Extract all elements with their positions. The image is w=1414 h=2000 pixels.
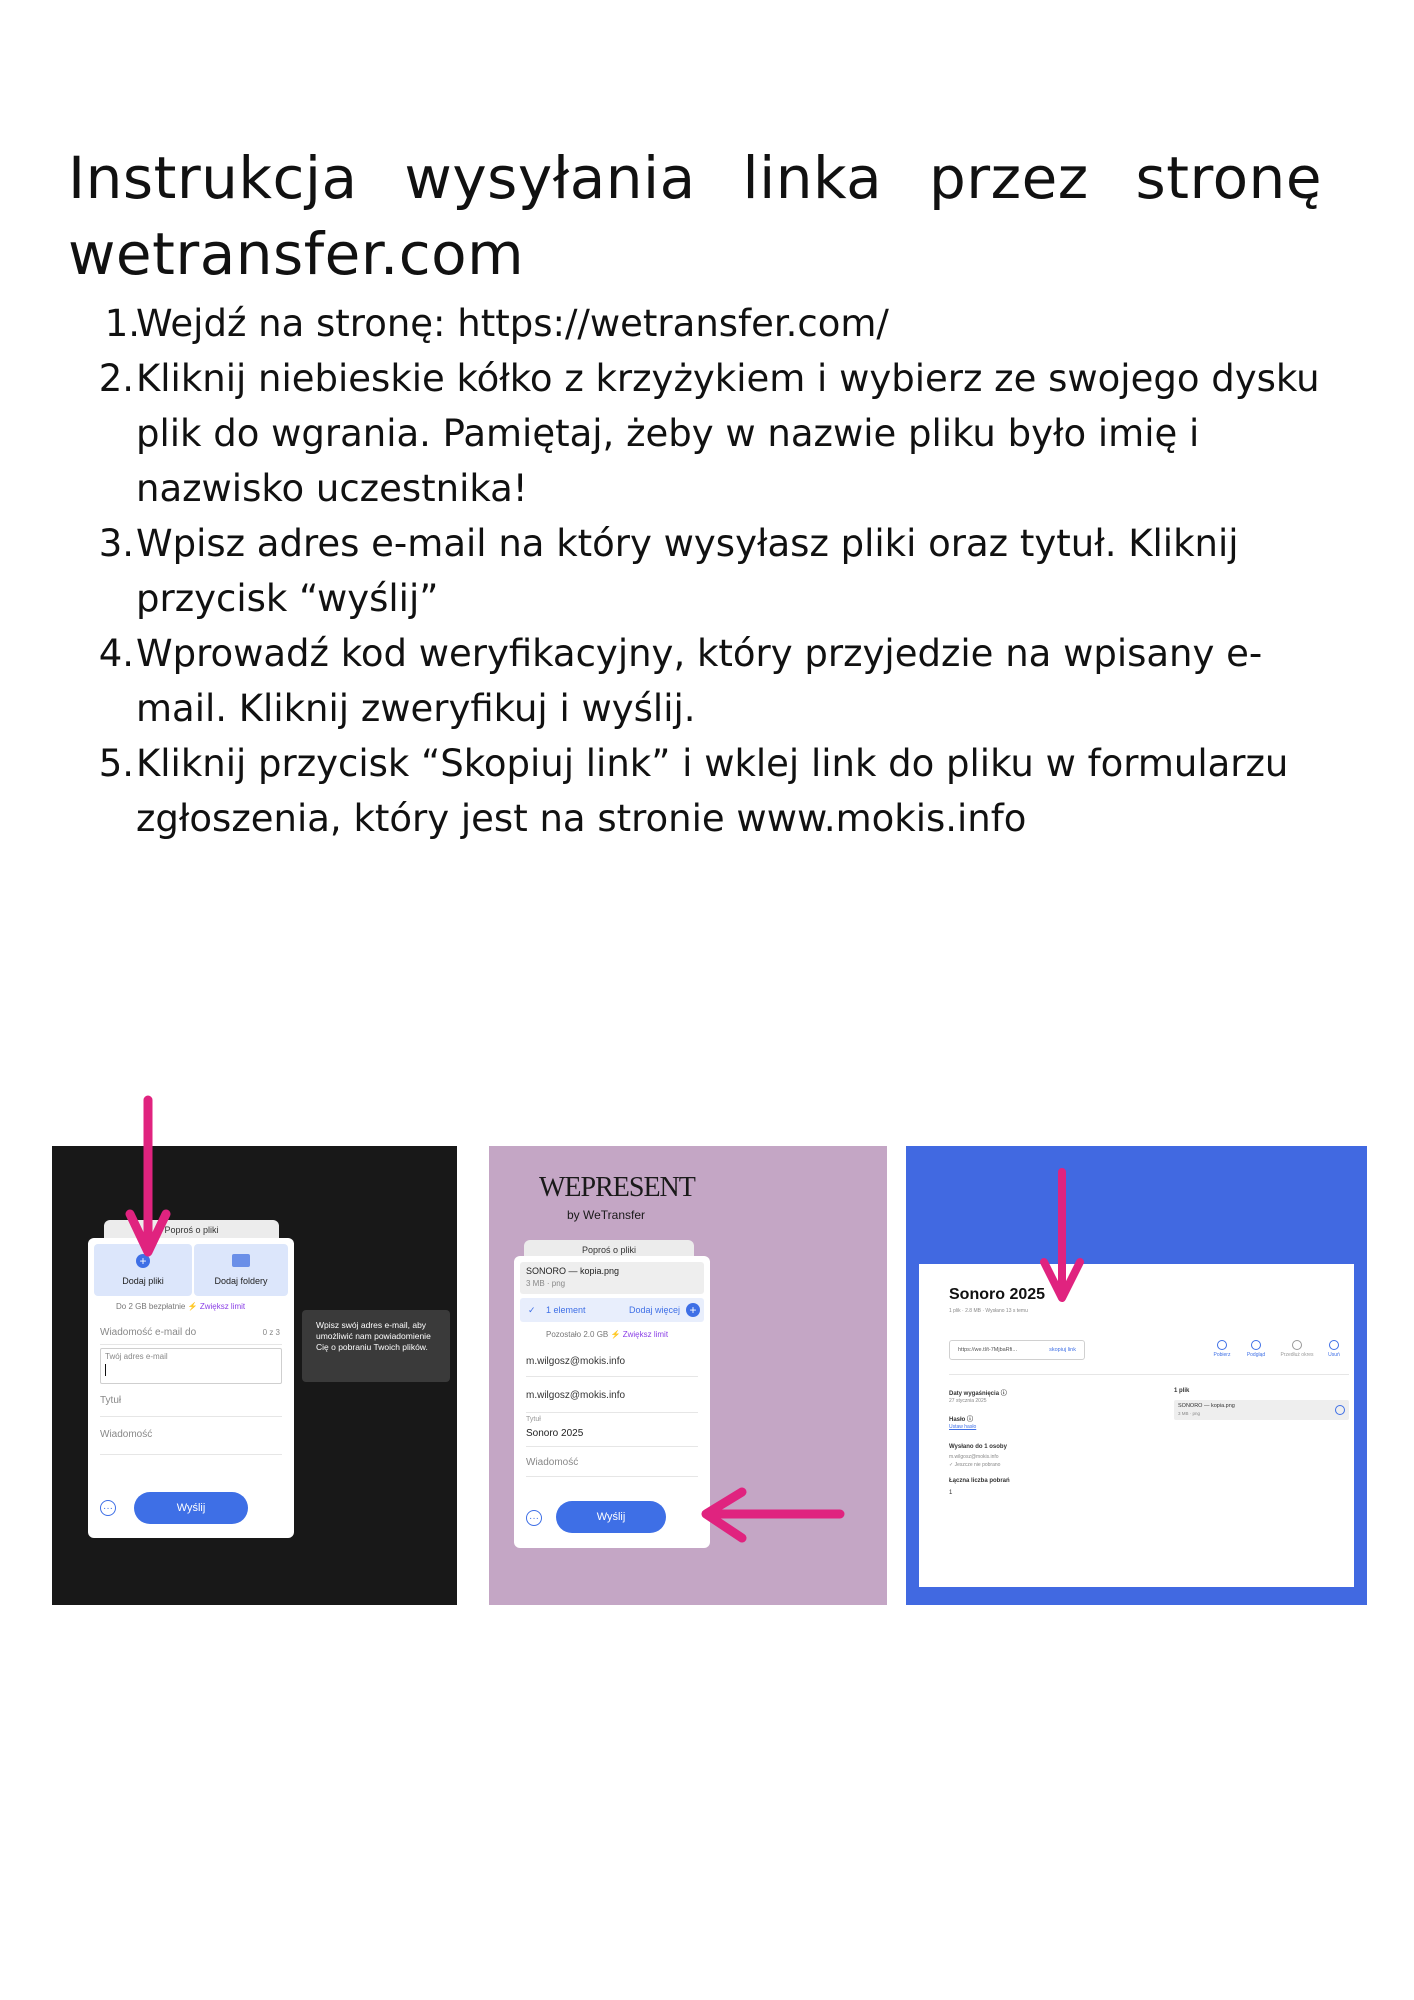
step-text: Wejdź na stronę: https://wetransfer.com/: [136, 302, 889, 345]
add-folders-label: Dodaj foldery: [214, 1276, 268, 1286]
elements-count: 1 element: [546, 1305, 586, 1315]
elements-row: [520, 1298, 704, 1322]
step-number: 5.: [98, 742, 134, 785]
download-action[interactable]: Pobierz: [1209, 1340, 1235, 1358]
email-field-label: Twój adres e-mail: [105, 1352, 168, 1361]
transfer-details: [919, 1264, 1354, 1587]
step-item: [96, 516, 1336, 626]
wepresent-subtitle: by WeTransfer: [567, 1208, 646, 1222]
step-text: Kliknij przycisk “Skopiuj link” i wklej link do pliku w formularzu zgłoszenia, który jest na stronie www.mokis.info: [136, 742, 1289, 840]
arrow-to-send-button: [700, 1482, 850, 1546]
password-label: Hasło ⓘ: [949, 1417, 974, 1423]
expiry-label: Daty wygaśnięcia ⓘ: [949, 1391, 1007, 1397]
copy-link-button[interactable]: skopiuj link: [1049, 1347, 1076, 1353]
transfer-meta: 1 plik · 2.8 MB · Wysłano 13 s temu: [949, 1308, 1028, 1314]
step-item: [96, 626, 1336, 736]
steps-list: [96, 296, 1336, 846]
transfer-title: Sonoro 2025: [949, 1286, 1046, 1303]
link-box: [949, 1340, 1085, 1360]
sender-email-field[interactable]: m.wilgosz@mokis.info: [526, 1380, 698, 1413]
info-icon: ⓘ: [967, 1417, 974, 1423]
preview-icon: [1251, 1340, 1261, 1350]
send-button[interactable]: Wyślij: [556, 1501, 666, 1533]
title-field-label: Tytuł: [526, 1416, 541, 1423]
folder-icon: [232, 1254, 250, 1267]
step-text: Kliknij niebieskie kółko z krzyżykiem i wybierz ze swojego dysku plik do wgrania. Pamiętaj, żeby w nazwie pliku było imię i nazwisko uczestnika!: [136, 357, 1320, 510]
title-field-value: Sonoro 2025: [526, 1428, 584, 1439]
sent-to-label: Wysłano do 1 osoby: [949, 1444, 1007, 1450]
step-item: [96, 296, 1336, 351]
download-status: ✓ Jeszcze nie pobrano: [949, 1462, 1001, 1468]
file-name: SONORO — kopia.png: [526, 1266, 620, 1276]
clock-icon: [1292, 1340, 1302, 1350]
extend-action[interactable]: Przedłuż okres: [1277, 1340, 1317, 1358]
file-meta: 3 MB · png: [1178, 1411, 1201, 1416]
check-icon: ✓: [528, 1305, 536, 1315]
bolt-icon: ⚡: [610, 1330, 621, 1339]
remaining-note: Pozostało 2.0 GB ⚡ Zwiększ limit: [546, 1330, 669, 1339]
file-item: [520, 1262, 704, 1294]
add-files-label: Dodaj pliki: [122, 1276, 164, 1286]
more-options-icon[interactable]: ···: [100, 1500, 116, 1516]
download-icon[interactable]: [1335, 1405, 1345, 1415]
delete-icon: [1329, 1340, 1339, 1350]
arrow-to-add-files: [120, 1096, 180, 1261]
upload-card: [514, 1256, 710, 1548]
email-tooltip: Wpisz swój adres e-mail, aby umożliwić nam powiadomienie Cię o pobraniu Twoich plików.: [302, 1310, 450, 1382]
expiry-value[interactable]: 27 stycznia 2025: [949, 1398, 987, 1404]
plus-icon: +: [136, 1254, 150, 1268]
screenshot-copy-link: [906, 1146, 1367, 1605]
message-field[interactable]: Wiadomość: [526, 1450, 698, 1477]
step-item: [96, 351, 1336, 516]
increase-limit-link[interactable]: Zwiększ limit: [622, 1330, 669, 1339]
add-more-link[interactable]: Dodaj więcej: [628, 1305, 680, 1315]
free-limit-note: Do 2 GB bezpłatnie ⚡ Zwiększ limit: [116, 1302, 246, 1311]
step-text: Wpisz adres e-mail na który wysyłasz pliki oraz tytuł. Kliknij przycisk “wyślij”: [136, 522, 1239, 620]
request-files-tab[interactable]: Poproś o pliki: [104, 1220, 279, 1242]
step-text: Wprowadź kod weryfikacyjny, który przyjedzie na wpisany e-mail. Kliknij zweryfikuj i wyślij.: [136, 632, 1263, 730]
email-field[interactable]: [100, 1348, 282, 1384]
preview-action[interactable]: Podgląd: [1243, 1340, 1269, 1358]
downloads-value: 1: [949, 1490, 953, 1496]
more-options-icon[interactable]: ···: [526, 1510, 542, 1526]
screenshot-upload: [52, 1146, 457, 1605]
divider: [949, 1374, 1349, 1375]
files-label: 1 plik: [1174, 1388, 1190, 1394]
sent-to-email: m.wilgosz@mokis.info: [949, 1454, 999, 1460]
increase-limit-link[interactable]: Zwiększ limit: [199, 1302, 246, 1311]
download-icon: [1217, 1340, 1227, 1350]
transfer-link[interactable]: https://we.tl/t-7MjbaRfi...: [958, 1347, 1017, 1353]
file-item: [1174, 1400, 1349, 1420]
plus-icon[interactable]: +: [686, 1303, 700, 1317]
downloads-label: Łączna liczba pobrań: [949, 1478, 1010, 1484]
add-folders-button[interactable]: [194, 1244, 288, 1296]
title-field[interactable]: Tytuł: [100, 1386, 282, 1417]
file-meta: 3 MB · png: [526, 1279, 566, 1288]
set-password-link[interactable]: Ustaw hasło: [949, 1424, 977, 1430]
step-number: 2.: [98, 357, 134, 400]
send-button[interactable]: Wyślij: [134, 1492, 248, 1524]
request-files-tab[interactable]: Poproś o pliki: [524, 1240, 694, 1262]
upload-card: [88, 1238, 294, 1538]
page-title: Instrukcja wysyłania linka przez stronę wetransfer.com: [68, 144, 1322, 288]
email-message-row[interactable]: Wiadomość e-mail do 0 z 3: [100, 1322, 282, 1345]
message-field[interactable]: Wiadomość: [100, 1420, 282, 1455]
text-cursor: [105, 1364, 106, 1376]
recipient-count: 0 z 3: [262, 1328, 280, 1337]
arrow-to-copy-link: [1034, 1168, 1094, 1308]
step-number: 1.: [104, 302, 140, 345]
recipient-email-field[interactable]: m.wilgosz@mokis.info: [526, 1348, 698, 1377]
bolt-icon: ⚡: [187, 1302, 198, 1311]
step-item: [96, 736, 1336, 846]
step-number: 3.: [98, 522, 134, 565]
delete-action[interactable]: Usuń: [1321, 1340, 1347, 1358]
info-icon: ⓘ: [1000, 1391, 1007, 1397]
step-number: 4.: [98, 632, 134, 675]
action-bar: [1209, 1340, 1349, 1364]
title-field[interactable]: [526, 1414, 698, 1447]
wepresent-logo: WEPRESENT: [539, 1172, 695, 1203]
file-name: SONORO — kopia.png: [1178, 1403, 1235, 1409]
